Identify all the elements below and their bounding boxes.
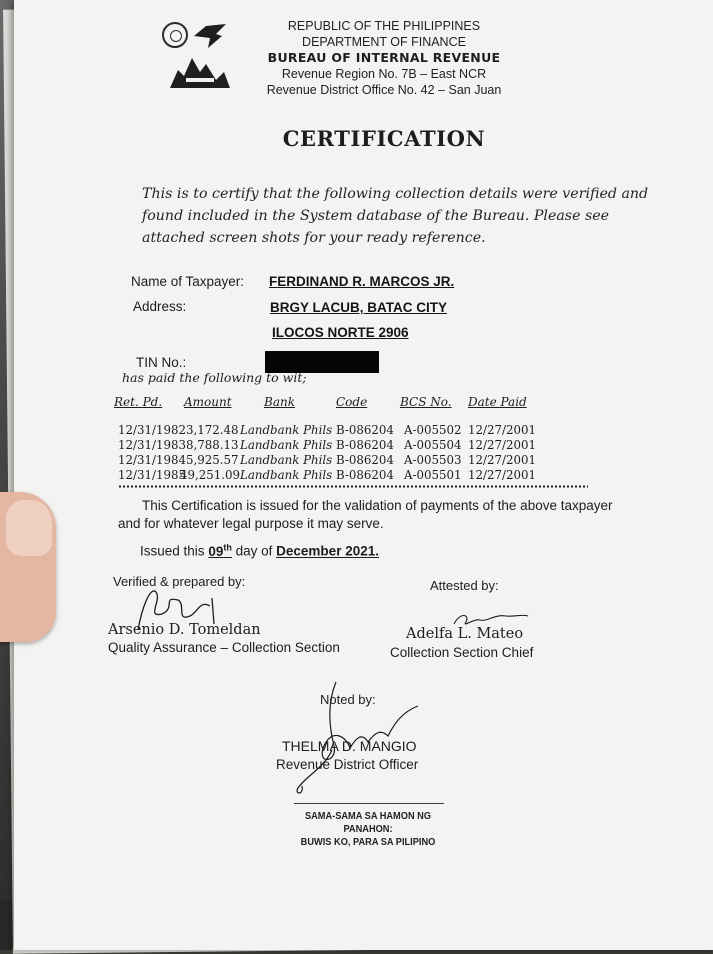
cell-date-paid: 12/27/2001	[468, 453, 536, 467]
cell-bank: Landbank Phils	[240, 468, 333, 482]
issued-day-number: 09	[208, 543, 224, 559]
letterhead-region: Revenue Region No. 7B – East NCR	[281, 67, 487, 81]
paid-statement: has paid the following to wit;	[122, 370, 307, 385]
dotted-separator	[118, 485, 588, 488]
cell-code: B-086204	[336, 423, 394, 437]
dof-eagle-logo-icon	[192, 22, 228, 50]
attested-by-label: Attested by:	[430, 578, 499, 593]
thumb-nail	[6, 500, 52, 556]
prepared-by-label: Verified & prepared by:	[113, 574, 246, 589]
prepared-by-title: Quality Assurance – Collection Section	[108, 640, 340, 655]
address-line2: ILOCOS NORTE 2906	[272, 325, 409, 340]
cell-amount: 8,788.13	[186, 438, 239, 452]
address-line1: BRGY LACUB, BATAC CITY	[270, 300, 447, 315]
footer-slogan-line2: BUWIS KO, PARA SA PILIPINO	[300, 836, 436, 848]
cell-bank: Landbank Phils	[240, 423, 333, 437]
col-date-paid: Date Paid	[468, 395, 527, 409]
cell-bank: Landbank Phils	[240, 438, 333, 452]
col-bcs-no: BCS No.	[400, 395, 452, 409]
cell-ret-pd: 12/31/1983	[118, 438, 186, 452]
address-label: Address:	[133, 299, 187, 314]
noted-signature-icon	[276, 676, 426, 798]
attested-by-title: Collection Section Chief	[390, 645, 534, 660]
footer-divider	[294, 803, 444, 804]
issued-prefix: Issued this	[140, 543, 205, 559]
col-code: Code	[336, 395, 368, 409]
col-amount: Amount	[184, 395, 232, 409]
issued-day	[208, 544, 232, 559]
certificate-page	[14, 0, 713, 950]
letterhead	[234, 18, 534, 98]
noted-by-title: Revenue District Officer	[276, 757, 419, 772]
cell-code: B-086204	[336, 438, 394, 452]
cell-bank: Landbank Phils	[240, 453, 333, 467]
taxpayer-name-label: Name of Taxpayer:	[131, 274, 245, 289]
validation-paragraph: This Certification is issued for the validation of payments of the above taxpayer and for whatever legal purpose it may serve.	[118, 498, 613, 531]
cell-amount: 3,172.48	[186, 423, 239, 437]
cell-date-paid: 12/27/2001	[468, 423, 536, 437]
letterhead-department: DEPARTMENT OF FINANCE	[302, 35, 466, 49]
issued-day-suffix: th	[223, 542, 232, 552]
letterhead-bureau: BUREAU OF INTERNAL REVENUE	[267, 50, 501, 65]
noted-by-label: Noted by:	[320, 692, 376, 707]
cell-bcs-no: A-005503	[404, 453, 462, 467]
cell-code: B-086204	[336, 468, 394, 482]
bir-logo-icon	[168, 52, 232, 90]
letterhead-country: REPUBLIC OF THE PHILIPPINES	[287, 19, 481, 33]
cell-code: B-086204	[336, 453, 394, 467]
issued-middle: day of	[235, 543, 273, 559]
col-ret-pd: Ret. Pd.	[114, 395, 163, 409]
cell-amount: 49,251.09	[180, 468, 241, 482]
cell-ret-pd: 12/31/1982	[118, 423, 186, 437]
cell-bcs-no: A-005504	[404, 438, 462, 452]
tin-label: TIN No.:	[136, 355, 187, 370]
issued-date-line	[140, 542, 379, 559]
document-title: CERTIFICATION	[282, 126, 486, 151]
government-seal-icon	[162, 22, 188, 48]
cell-ret-pd: 12/31/1985	[118, 468, 186, 482]
noted-by-name: THELMA D. MANGIO	[282, 738, 417, 754]
cell-date-paid: 12/27/2001	[468, 438, 536, 452]
attested-by-name: Adelfa L. Mateo	[406, 626, 524, 642]
cell-bcs-no: A-005502	[404, 423, 462, 437]
cell-bcs-no: A-005501	[404, 468, 462, 482]
cell-date-paid: 12/27/2001	[468, 468, 536, 482]
cell-ret-pd: 12/31/1984	[118, 453, 186, 467]
cell-amount: 5,925.57	[186, 453, 239, 467]
issued-month-year: December 2021.	[276, 543, 379, 559]
footer-slogan	[280, 810, 456, 849]
intro-paragraph: This is to certify that the following collection details were verified and found included in the System database of the Bureau. Please see attached screen shots for your ready reference.	[142, 186, 649, 246]
prepared-by-name: Arsenio D. Tomeldan	[108, 622, 261, 638]
letterhead-district: Revenue District Office No. 42 – San Juan	[266, 83, 502, 97]
footer-slogan-line1: SAMA-SAMA SA HAMON NG PANAHON:	[304, 810, 432, 835]
col-bank: Bank	[264, 395, 295, 409]
taxpayer-name-value: FERDINAND R. MARCOS JR.	[269, 274, 455, 289]
